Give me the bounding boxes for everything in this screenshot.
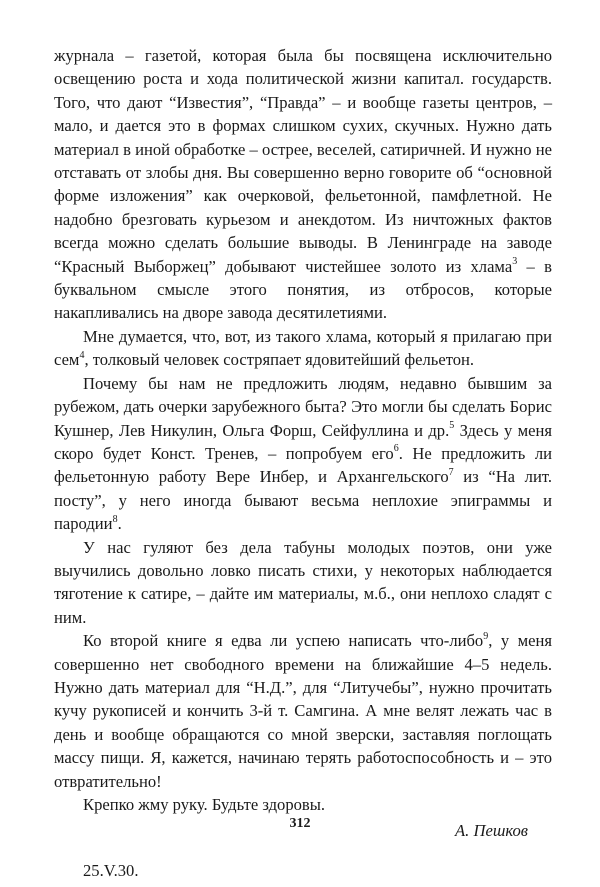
- footnote-marker: 8: [112, 513, 118, 525]
- letter-body: [54, 44, 552, 882]
- paragraph-text: Мне думается, что, вот, из такого хлама, который я прилагаю при сем: [54, 326, 552, 370]
- footnote-marker: 4: [79, 349, 85, 361]
- footnote-marker: 9: [483, 630, 489, 642]
- paragraph-text: Здесь у меня скоро будет Конст. Тренев, – попробуем его: [54, 420, 552, 463]
- page-number: 312: [289, 816, 311, 831]
- paragraph-text: У нас гуляют без дела табуны молодых поэтов, они уже выучились довольно ловко писать стихи, у некоторых наблюдается тяготение к сатире, – дайте им материалы, м.б., они неплохо сладят с ним.: [54, 537, 552, 627]
- paragraphs: [54, 44, 552, 816]
- paragraph: [54, 793, 552, 816]
- footnote-marker: 6: [393, 443, 399, 455]
- letter-date: 25.V.30.: [83, 860, 139, 880]
- paragraph: [54, 629, 552, 793]
- paragraph-text: , у меня совершенно нет свободного времени на ближайшие 4–5 недель. Нужно дать материал для “Н.Д.”, для “Литучебы”, нужно прочитать кучу рукописей и кончить 3-й т. Самгина. А мне велят лежать час в день и вообще обращаются со мной зверски, заставляя поглощать массу пищи. Я, кажется, начинаю терять работоспособность и – это отвратительно!: [54, 631, 552, 791]
- paragraph-text: , толковый человек состряпает ядовитейший фельетон.: [84, 350, 475, 370]
- paragraph: [54, 44, 552, 325]
- paragraph-text: Ко второй книге я едва ли успею написать что-либо: [83, 631, 484, 651]
- footnote-marker: 5: [449, 419, 455, 431]
- paragraph-text: журнала – газетой, которая была бы посвящена исключительно освещению роста и хода политической жизни капитал. государств. Того, что дают “Известия”, “Правда” – и вообще газеты центров, – мало, и дается это в формах слишком сухих, скучных. Нужно дать материал в иной обработке – острее, веселей, сатиричней. И нужно не отставать от злобы дня. Вы совершенно верно говорите об “основной форме изложения” как очерковой, фельетонной, памфлетной. Не надобно брезговать курьезом и анекдотом. Из ничтожных фактов всегда можно сделать большие выводы. В Ленинграде на заводе “Красный Выборжец” добывают чистейшее золото из хлама: [54, 46, 552, 276]
- paragraph: [54, 536, 552, 630]
- paragraph-text: – в буквальном смысле этого понятия, из отбросов, которые накапливались на дворе завода десятилетиями.: [54, 256, 552, 323]
- paragraph: [54, 325, 552, 372]
- paragraph-text: Крепко жму руку. Будьте здоровы.: [83, 795, 326, 814]
- paragraph-text: . Не предложить ли фельетонную работу Вере Инбер, и Архангельского: [54, 443, 553, 487]
- paragraph-text: Почему бы нам не предложить людям, недавно бывшим за рубежом, дать очерки зарубежного быта? Это могли бы сделать Борис Кушнер, Лев Никулин, Ольга Форш, Сейфуллина и др.: [54, 373, 552, 440]
- paragraph-text: из “На лит. посту”, у него иногда бывают весьма неплохие эпиграммы и пародии: [54, 467, 552, 534]
- footnote-marker: 3: [512, 256, 518, 268]
- paragraph-text: .: [117, 514, 122, 534]
- paragraph: [54, 372, 552, 536]
- signature: А. Пешков: [455, 821, 528, 841]
- footnote-marker: 7: [448, 466, 454, 478]
